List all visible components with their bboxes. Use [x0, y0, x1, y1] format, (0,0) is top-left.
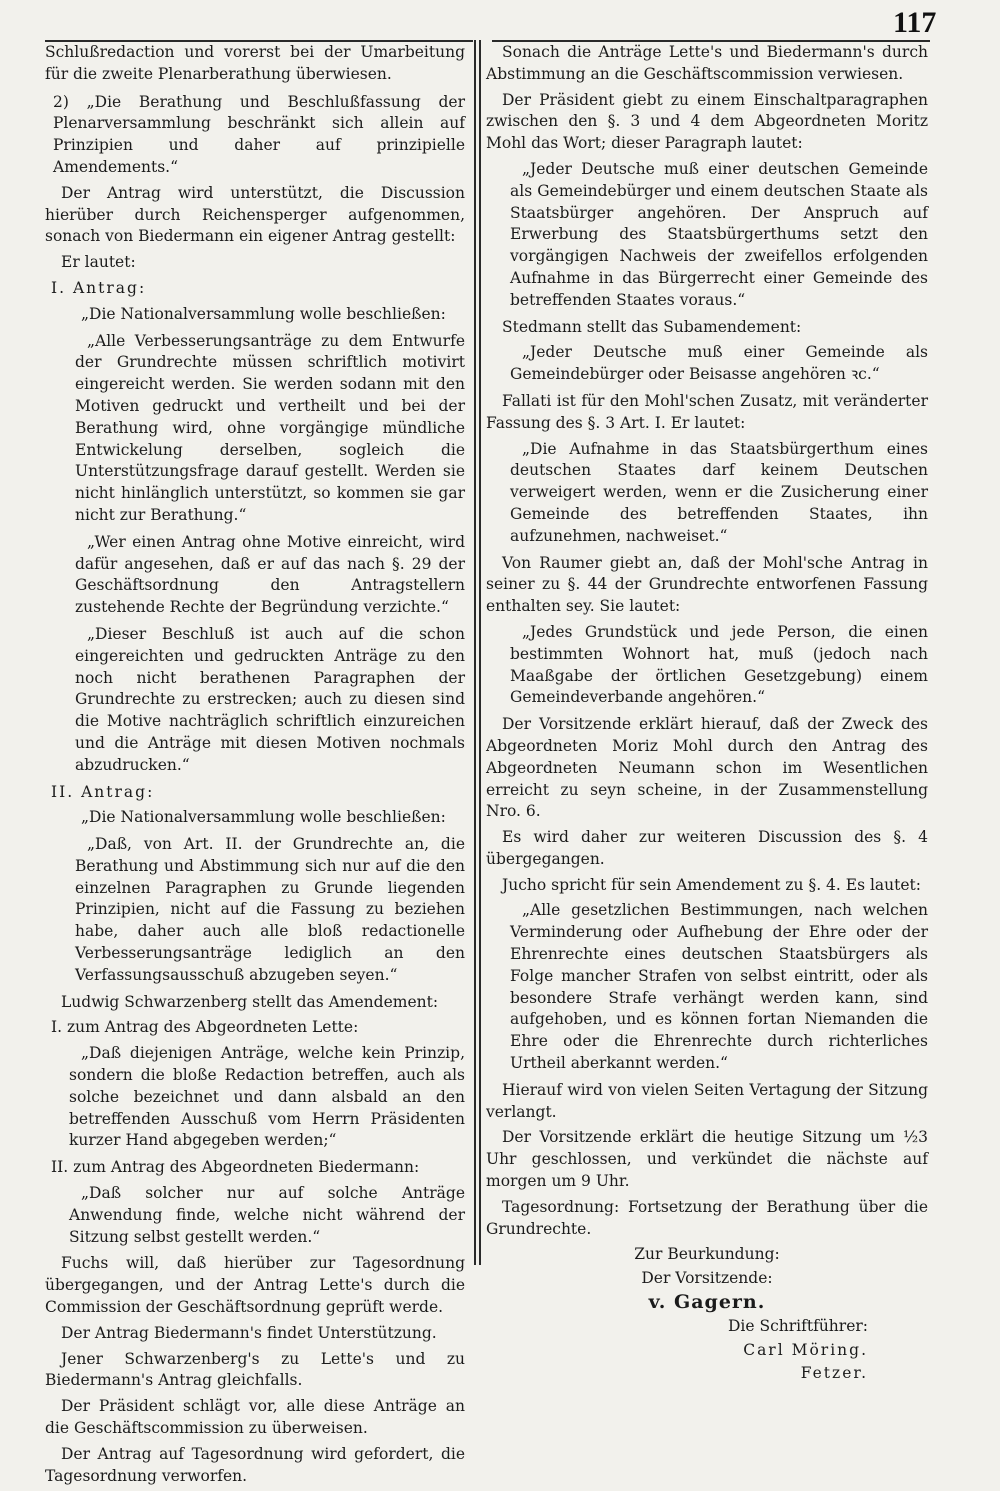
- quotation: „Alle gesetzlichen Bestimmungen, nach welchen Verminderung oder Aufhebung der Ehre oder der Ehrenrechte eines deutschen Staatsbürgers als Folge mancher Strafen von selbst eintritt, oder als besondere Strafe verhängt werden kann, sind aufgehoben, und es können fortan Niemanden die Ehre oder die Ehrenrechte durch richterliches Urtheil aberkannt werden.“: [510, 901, 928, 1073]
- quotation: „Die Nationalversammlung wolle beschließen:: [81, 808, 446, 827]
- paragraph: Stedmann stellt das Subamendement:: [502, 317, 802, 336]
- page-number: 117: [893, 6, 937, 39]
- quotation: „Die Nationalversammlung wolle beschließen:: [81, 304, 446, 323]
- quotation: „Die Aufnahme in das Staatsbürgerthum eines deutschen Staates darf keinem Deutschen verweigert werden, wenn er die Zusicherung einer Gemeinde des betreffenden Staates, ihn aufzunehmen, nachweiset.“: [510, 439, 928, 545]
- paragraph: Ludwig Schwarzenberg stellt das Amendement:: [61, 992, 439, 1011]
- motion-heading: I. Antrag:: [51, 278, 147, 297]
- quotation: „Alle Verbesserungsanträge zu dem Entwurfe der Grundrechte müssen schriftlich motivirt eingereicht werden. Sie werden sodann mit den Motiven gedruckt und vertheilt und bei der Berathung wird, ohne vorgängige mündliche Entwickelung derselben, sogleich die Unterstützungsfrage darauf gestellt. Werden sie nicht hinlänglich unterstützt, so kommen sie gar nicht zur Berathung.“: [75, 331, 465, 524]
- numbered-item: 2) „Die Berathung und Beschlußfassung der Plenarversammlung beschränkt sich allein auf Prinzipien und daher auf prinzipielle Amendements.“: [53, 92, 465, 176]
- chair-signature: v. Gagern.: [648, 1291, 766, 1314]
- quotation: „Jeder Deutsche muß einer deutschen Gemeinde als Gemeindebürger und einem deutschen Staate als Staatsbürger angehören. Der Anspruch auf Erwerbung des Staatsbürgerthums setzt den vorgängigen Nachweis der zweifellos erfolgenden Aufnahme in das Bürgerrecht einer Gemeinde des betreffenden Staates voraus.“: [510, 159, 928, 309]
- right-column: [486, 42, 928, 1387]
- secretary-signature: Fetzer.: [800, 1364, 868, 1383]
- paragraph: Von Raumer giebt an, daß der Mohl'sche Antrag in seiner zu §. 44 der Grundrechte entworfenen Fassung enthalten sey. Sie lautet:: [486, 553, 928, 616]
- quotation: „Jedes Grundstück und jede Person, die einen bestimmten Wohnort hat, muß (jedoch nach Maaßgabe der örtlichen Gesetzgebung) einem Gemeindeverbande angehören.“: [510, 622, 928, 707]
- paragraph: Jucho spricht für sein Amendement zu §. 4. Es lautet:: [502, 875, 922, 894]
- paragraph: Der Vorsitzende erklärt die heutige Sitzung um ½3 Uhr geschlossen, und verkündet die nächste auf morgen um 9 Uhr.: [486, 1128, 928, 1191]
- paragraph: Der Präsident schlägt vor, alle diese Anträge an die Geschäftscommission zu überweisen.: [45, 1397, 465, 1438]
- certification-label: Zur Beurkundung:: [634, 1245, 780, 1264]
- paragraph: Der Präsident giebt zu einem Einschaltparagraphen zwischen den §. 3 und 4 dem Abgeordneten Moritz Mohl das Wort; dieser Paragraph lautet:: [486, 90, 928, 153]
- paragraph: Hierauf wird von vielen Seiten Vertagung der Sitzung verlangt.: [486, 1080, 928, 1121]
- left-column: [45, 42, 465, 1491]
- motion-heading: II. Antrag:: [51, 782, 155, 801]
- paragraph: Sonach die Anträge Lette's und Biedermann's durch Abstimmung an die Geschäftscommission verwiesen.: [486, 43, 928, 83]
- column-divider: [474, 40, 476, 1265]
- agenda: Tagesordnung: Fortsetzung der Berathung über die Grundrechte.: [486, 1197, 928, 1238]
- secretary-signature: Carl Möring.: [743, 1340, 868, 1359]
- quotation: „Daß diejenigen Anträge, welche kein Prinzip, sondern die bloße Redaction betreffen, auch als solche bezeichnet und dann alsbald an den betreffenden Ausschuß vom Herrn Präsidenten kurzer Hand abgegeben werden;“: [69, 1044, 465, 1150]
- amendment-heading: I. zum Antrag des Abgeordneten Lette:: [51, 1018, 359, 1037]
- paragraph: Der Antrag Biedermann's findet Unterstützung.: [61, 1323, 437, 1342]
- amendment-heading: II. zum Antrag des Abgeordneten Biedermann:: [51, 1158, 420, 1177]
- paragraph: Der Antrag auf Tagesordnung wird gefordert, die Tagesordnung verworfen.: [45, 1444, 465, 1485]
- quotation: „Jeder Deutsche muß einer Gemeinde als Gemeindebürger oder Beisasse angehören ꝛc.“: [510, 343, 928, 384]
- chair-label: Der Vorsitzende:: [641, 1269, 773, 1288]
- quotation: „Wer einen Antrag ohne Motive einreicht, wird dafür angesehen, daß er auf das nach §. 29 der Geschäftsordnung den Antragstellern zustehende Rechte der Begründung verzichte.“: [75, 532, 465, 617]
- paragraph: Der Antrag wird unterstützt, die Discussion hierüber durch Reichensperger aufgenommen, sonach von Biedermann ein eigener Antrag gestellt:: [45, 183, 465, 246]
- column-divider: [479, 40, 481, 1265]
- secretaries-label: Die Schriftführer:: [727, 1316, 868, 1335]
- quotation: „Daß solcher nur auf solche Anträge Anwendung finde, welche nicht während der Sitzung selbst gestellt werden.“: [69, 1184, 465, 1246]
- paragraph: Der Vorsitzende erklärt hierauf, daß der Zweck des Abgeordneten Moriz Mohl durch den Antrag des Abgeordneten Neumann schon im Wesentlichen erreicht zu seyn scheine, in der Zusammenstellung Nro. 6.: [486, 715, 928, 821]
- quotation: „Daß, von Art. II. der Grundrechte an, die Berathung und Abstimmung sich nur auf die den einzelnen Paragraphen zu Grunde liegenden Prinzipien, nicht auf die Fassung zu beziehen habe, daher auch alle bloß redactionelle Verbesserungsanträge lediglich an den Verfassungsausschuß abzugeben seyen.“: [75, 835, 465, 984]
- paragraph: Jener Schwarzenberg's zu Lette's und zu Biedermann's Antrag gleichfalls.: [45, 1349, 465, 1390]
- quotation: „Dieser Beschluß ist auch auf die schon eingereichten und gedruckten Anträge zu den noch nicht berathenen Paragraphen der Grundrechte zu erstrecken; auch zu diesen sind die Motive nachträglich schriftlich einzureichen und die Anträge mit diesen Motiven nochmals abzudrucken.“: [75, 624, 465, 774]
- paragraph: Fallati ist für den Mohl'schen Zusatz, mit veränderter Fassung des §. 3 Art. I. Er lautet:: [486, 391, 928, 432]
- paragraph: Fuchs will, daß hierüber zur Tagesordnung übergegangen, und der Antrag Lette's durch die Commission der Geschäftsordnung geprüft werde.: [45, 1254, 465, 1317]
- paragraph: Es wird daher zur weiteren Discussion des §. 4 übergegangen.: [486, 828, 928, 868]
- paragraph: Er lautet:: [61, 253, 136, 272]
- paragraph: Schlußredaction und vorerst bei der Umarbeitung für die zweite Plenarberathung überwiesen.: [45, 43, 465, 83]
